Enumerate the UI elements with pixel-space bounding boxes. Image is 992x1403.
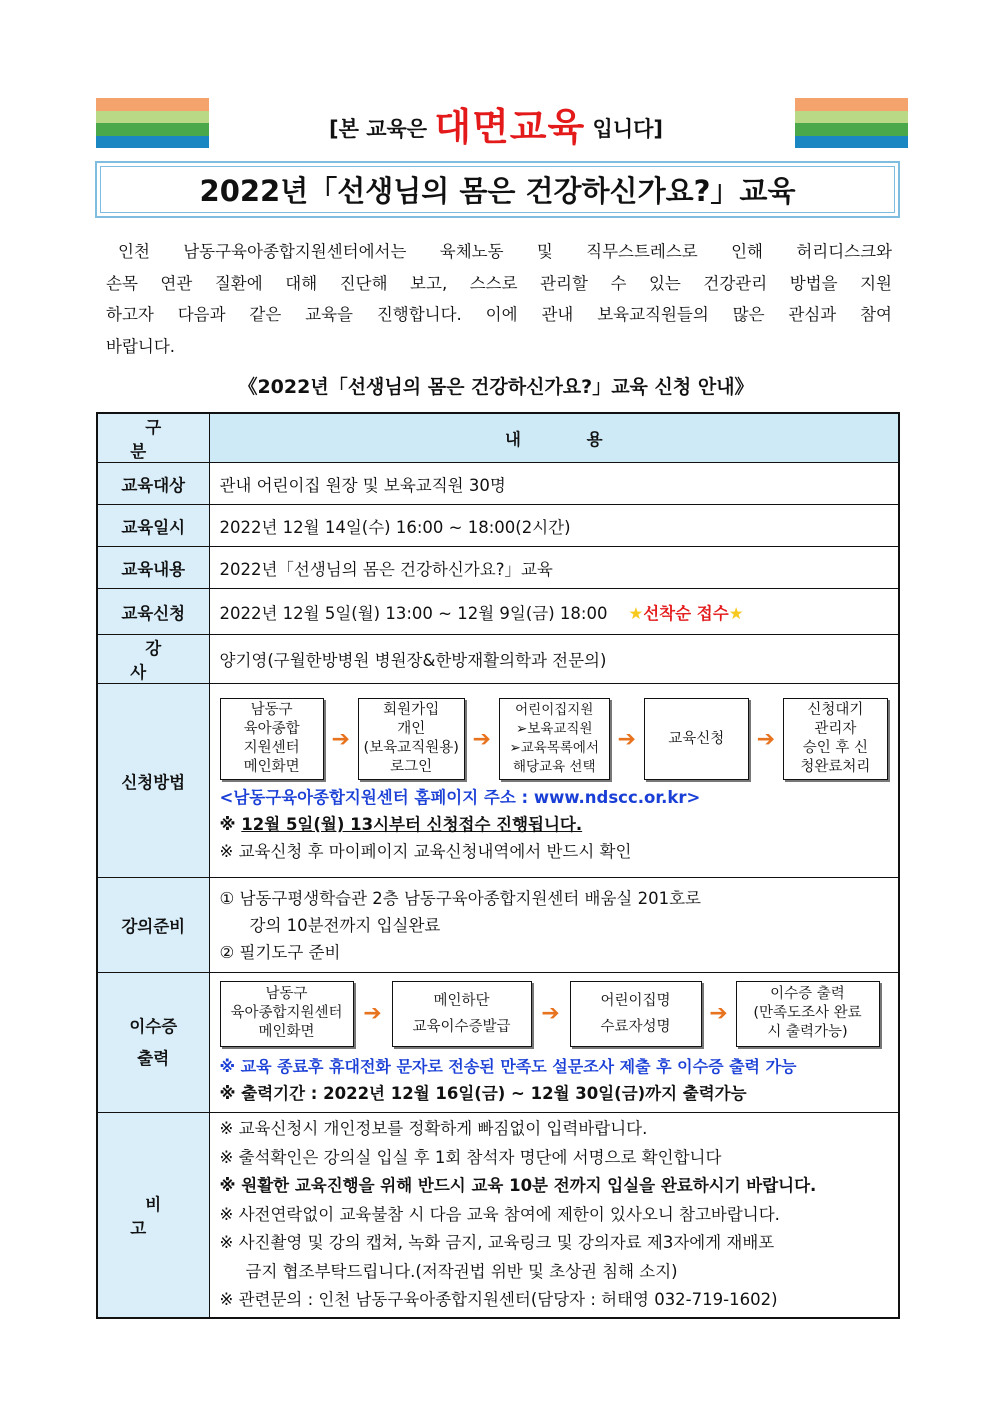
- table-row: [97, 463, 899, 505]
- intro-line: 하고자 다음과 같은 교육을 진행합니다. 이에 관내 보육교직원들의 많은 관심과 참여: [106, 305, 892, 324]
- format-notice: [0, 96, 992, 151]
- print-period-note: ※ 출력기간 : 2022년 12월 16일(금) ~ 12월 30일(금)까지 출력가능: [219, 1083, 747, 1103]
- content-value: 2022년「선생님의 몸은 건강하신가요?」교육: [209, 547, 899, 589]
- table-header-row: [97, 413, 899, 463]
- row-label: 교육대상: [97, 463, 209, 505]
- remark-line: ※ 교육신청시 개인정보를 정확하게 빠짐없이 입력바랍니다.: [219, 1119, 648, 1138]
- row-label: 교육내용: [97, 547, 209, 589]
- arrow-right-icon: ➔: [472, 726, 491, 752]
- cert-flow: [220, 981, 889, 1047]
- star-icon: ★: [728, 603, 744, 623]
- method-flow: [220, 698, 889, 780]
- row-label: 비 고: [97, 1113, 209, 1318]
- row-label: 이수증 출력: [97, 973, 209, 1113]
- star-icon: ★: [628, 603, 644, 623]
- arrow-right-icon: ➔: [756, 726, 776, 752]
- row-label: 신청방법: [97, 684, 209, 878]
- flow-step: 교육신청: [644, 698, 749, 780]
- table-row: [97, 684, 899, 878]
- remark-line: ※ 관련문의 : 인천 남동구육아종합지원센터(담당자 : 허태영 032-719-1602): [219, 1290, 778, 1309]
- intro-line: 손목 연관 질환에 대해 진단해 보고, 스스로 관리할 수 있는 건강관리 방법을 지원: [106, 273, 892, 293]
- info-table: [96, 412, 900, 1319]
- table-row: [97, 1113, 899, 1318]
- table-row: [97, 878, 899, 973]
- intro-line: 인천 남동구육아종합지원센터에서는 육체노동 및 직무스트레스로 인해 허리디스크와: [118, 242, 892, 261]
- survey-note: ※ 교육 종료후 휴대전화 문자로 전송된 만족도 설문조사 제출 후 이수증 출력 가능: [219, 1056, 797, 1076]
- table-row: [97, 973, 899, 1113]
- header-category: 구 분: [97, 413, 209, 463]
- flow-step: 메인하단 교육이수증발급: [392, 981, 532, 1047]
- remark-line: ※ 출석확인은 강의실 입실 후 1회 참석자 명단에 서명으로 확인합니다: [219, 1147, 722, 1167]
- homepage-address: <남동구육아종합지원센터 홈페이지 주소 : www.ndscc.or.kr>: [219, 788, 701, 807]
- prep-line: ② 필기도구 준비: [219, 942, 341, 962]
- row-label: 교육신청: [97, 589, 209, 635]
- arrow-right-icon: ➔: [709, 1001, 728, 1026]
- remark-line: 금지 협조부탁드립니다.(저작권법 위반 및 초상권 침해 소지): [245, 1261, 678, 1281]
- arrow-right-icon: ➔: [541, 1001, 560, 1026]
- datetime-value: 2022년 12월 14일(수) 16:00 ~ 18:00(2시간): [209, 505, 899, 547]
- header-content: 내 용: [209, 413, 899, 463]
- flow-step: 회원가입 개인 (보육교직원용) 로그인: [358, 698, 465, 780]
- lecturer-value: 양기영(구월한방병원 병원장&한방재활의학과 전문의): [209, 635, 899, 684]
- table-row: [97, 505, 899, 547]
- flow-step: 어린이집명 수료자성명: [570, 981, 702, 1047]
- target-value: 관내 어린이집 원장 및 보육교직원 30명: [209, 463, 899, 505]
- table-row: [97, 635, 899, 684]
- remark-line: ※ 사진촬영 및 강의 캡쳐, 녹화 금지, 교육링크 및 강의자료 제3자에게 재배포: [219, 1233, 775, 1252]
- flow-step: 남동구 육아종합지원센터 메인화면: [220, 981, 354, 1047]
- prep-line: 강의 10분전까지 입실완료: [249, 915, 441, 935]
- intro-paragraph: [106, 236, 892, 362]
- confirm-note: ※ 교육신청 후 마이페이지 교육신청내역에서 반드시 확인: [219, 842, 632, 861]
- remark-line: ※ 원활한 교육진행을 위해 반드시 교육 10분 전까지 입실을 완료하시기 바랍니다.: [219, 1176, 817, 1195]
- apply-period: 2022년 12월 5일(월) 13:00 ~ 12월 9일(금) 18:00: [219, 603, 608, 623]
- cert-cell: [209, 973, 899, 1113]
- arrow-right-icon: ➔: [363, 1001, 382, 1026]
- apply-start-note: ※ 12월 5일(월) 13시부터 신청접수 진행됩니다.: [219, 815, 583, 834]
- flow-step: 신청대기 관리자 승인 후 신 청완료처리: [783, 698, 888, 780]
- row-label: 교육일시: [97, 505, 209, 547]
- arrow-right-icon: ➔: [617, 726, 636, 752]
- table-row: [97, 547, 899, 589]
- intro-line: 바랍니다.: [106, 336, 176, 356]
- section-heading: 《2022년「선생님의 몸은 건강하신가요?」교육 신청 안내》: [238, 376, 754, 398]
- notice-prefix: [본 교육은: [329, 117, 428, 141]
- table-row: [97, 589, 899, 635]
- remarks-cell: [209, 1113, 899, 1318]
- prep-cell: [209, 878, 899, 973]
- flow-step: 이수증 출력 (만족도조사 완료 시 출력가능): [736, 981, 880, 1047]
- flow-step: 남동구 육아종합 지원센터 메인화면: [220, 698, 324, 780]
- row-label: 강 사: [97, 635, 209, 684]
- notice-suffix: 입니다]: [592, 117, 663, 141]
- row-label: 강의준비: [97, 878, 209, 973]
- page-title: 2022년「선생님의 몸은 건강하신가요?」교육: [100, 166, 895, 213]
- arrow-right-icon: ➔: [331, 726, 350, 752]
- title-box: [95, 161, 900, 218]
- notice-emphasis: 대면교육: [434, 105, 586, 149]
- remark-line: ※ 사전연락없이 교육불참 시 다음 교육 참여에 제한이 있사오니 참고바랍니다.: [219, 1204, 780, 1224]
- flow-step: 어린이집지원 ➢보육교직원 ➢교육목록에서 해당교육 선택: [499, 698, 610, 780]
- prep-line: ① 남동구평생학습관 2층 남동구육아종합지원센터 배움실 201호로: [219, 888, 701, 908]
- apply-value: [209, 589, 899, 635]
- method-cell: [209, 684, 899, 878]
- first-come-note: 선착순 접수: [643, 603, 729, 623]
